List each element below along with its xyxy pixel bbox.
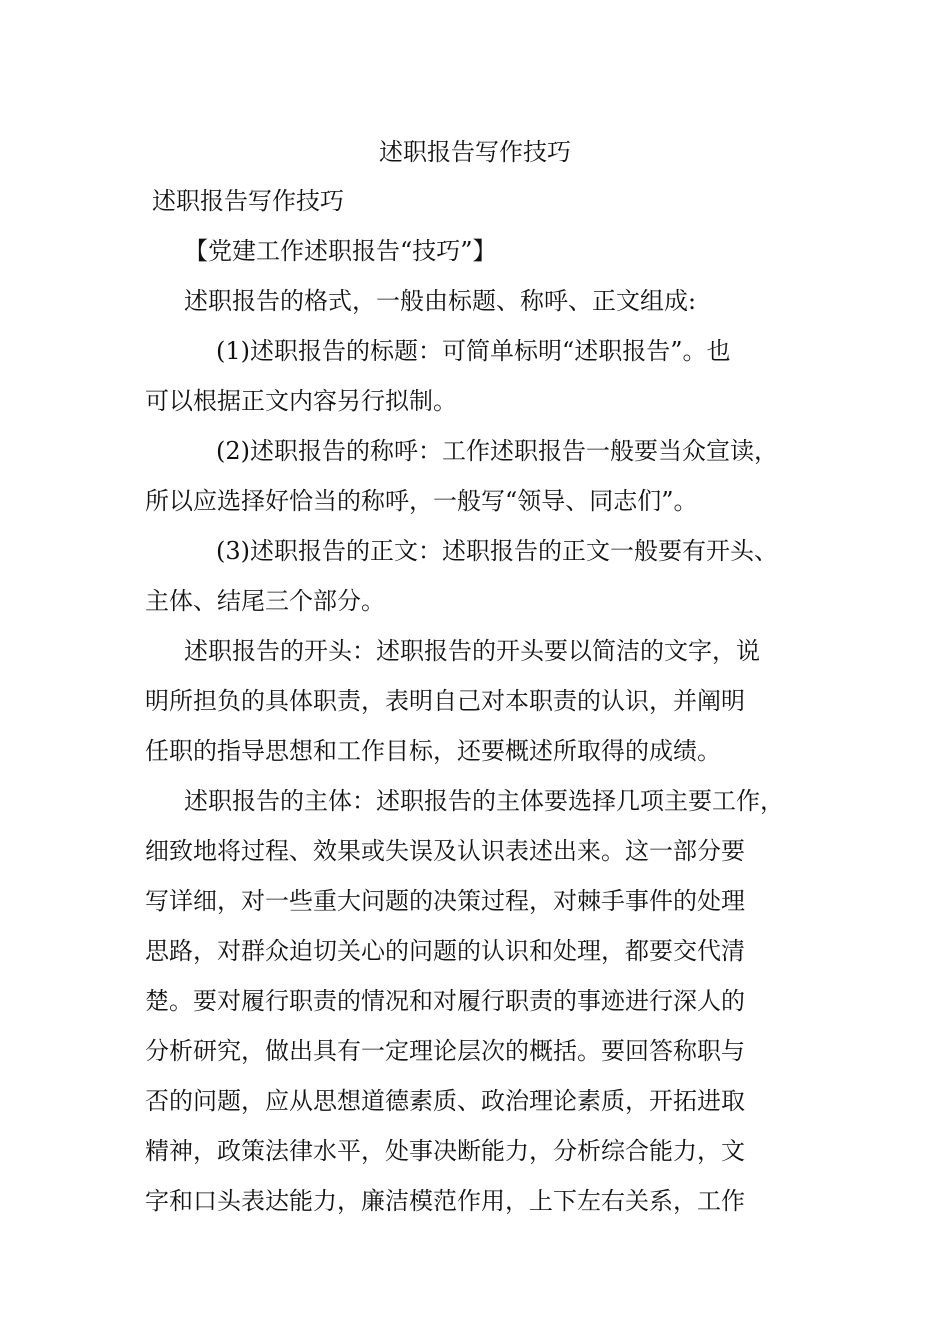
text-line: 精神，政策法律水平，处事决断能力，分析综合能力，文 (145, 1137, 745, 1165)
text-line: 否的问题，应从思想道德素质、政治理论素质，开拓进取 (145, 1087, 745, 1115)
text-line: 思路，对群众迫切关心的问题的认识和处理，都要交代清 (145, 937, 745, 965)
text-line: 字和口头表达能力，廉洁模范作用，上下左右关系，工作 (145, 1187, 745, 1215)
text-line: 细致地将过程、效果或失误及认识表述出来。这一部分要 (145, 837, 745, 865)
subtitle-line: 述职报告写作技巧 (152, 187, 344, 215)
text-line: 所以应选择好恰当的称呼，一般写“领导、同志们”。 (145, 487, 698, 515)
text-line: (1)述职报告的标题：可简单标明“述职报告”。也 (216, 337, 731, 365)
text-line: 明所担负的具体职责，表明自己对本职责的认识，并阐明 (145, 687, 745, 715)
text-line: 述职报告的格式，一般由标题、称呼、正文组成: (184, 287, 697, 315)
text-line: (2)述职报告的称呼：工作述职报告一般要当众宣读， (216, 437, 778, 465)
text-line: (3)述职报告的正文：述职报告的正文一般要有开头、 (216, 537, 778, 565)
text-line: 述职报告的主体：述职报告的主体要选择几项主要工作， (184, 787, 784, 815)
text-line: 分析研究，做出具有一定理论层次的概括。要回答称职与 (145, 1037, 745, 1065)
text-line: 述职报告的开头：述职报告的开头要以简洁的文字，说 (184, 637, 760, 665)
section-heading: 【党建工作述职报告“技巧”】 (184, 237, 497, 265)
text-line: 楚。要对履行职责的情况和对履行职责的事迹进行深人的 (145, 987, 745, 1015)
text-line: 可以根据正文内容另行拟制。 (145, 387, 457, 415)
page-title: 述职报告写作技巧 (379, 138, 571, 166)
text-line: 任职的指导思想和工作目标，还要概述所取得的成绩。 (145, 737, 721, 765)
text-line: 写详细，对一些重大问题的决策过程，对棘手事件的处理 (145, 887, 745, 915)
text-line: 主体、结尾三个部分。 (145, 587, 385, 615)
